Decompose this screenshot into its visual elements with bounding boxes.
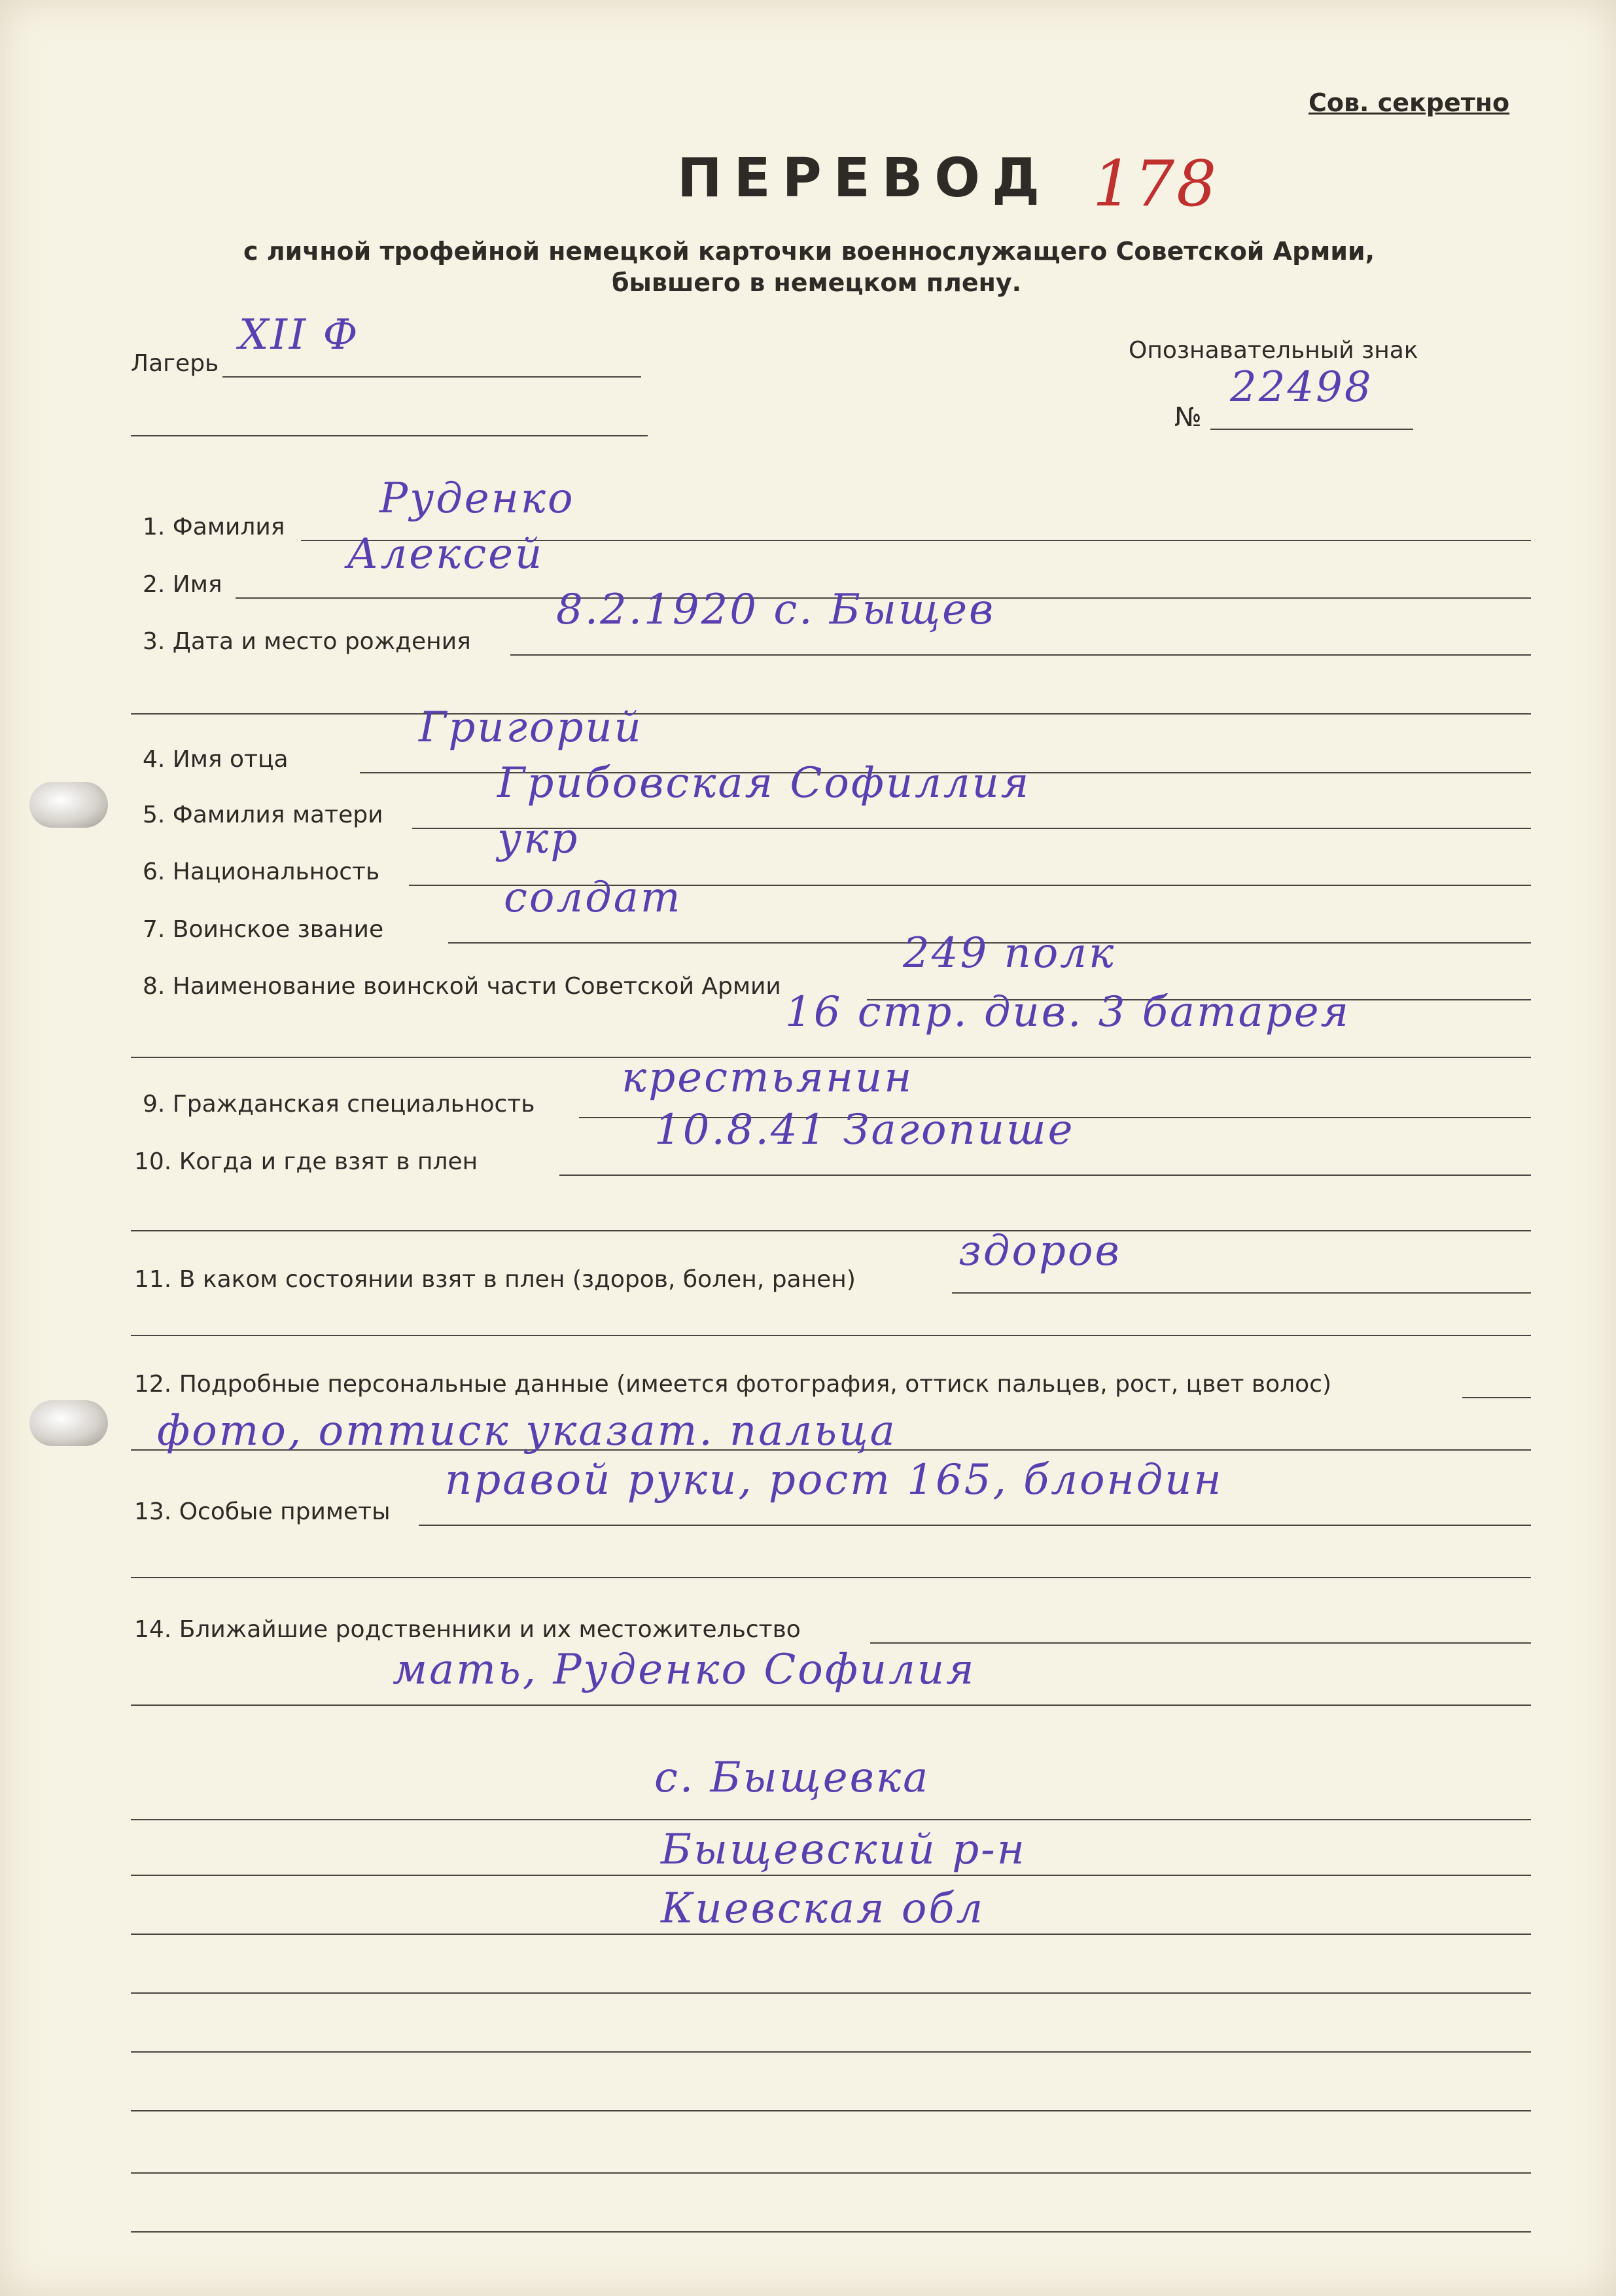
- relatives-line-10: [131, 2231, 1531, 2233]
- field-father-name-value: Григорий: [419, 703, 643, 752]
- field-special-marks-line: [419, 1525, 1531, 1526]
- field-special-marks-label: 13. Особые приметы: [134, 1498, 391, 1525]
- document-title: ПЕРЕВОД: [677, 147, 1051, 209]
- field-unit-value: 249 полк: [903, 929, 1116, 978]
- camp-line-2: [131, 435, 648, 436]
- id-tag-label: Опознавательный знак: [1129, 337, 1418, 364]
- field-condition-value: здоров: [958, 1227, 1121, 1275]
- field-mother-surname-value: Грибовская Софиллия: [497, 759, 1031, 807]
- field-mother-surname-label: 5. Фамилия матери: [143, 802, 383, 828]
- field-condition-label: 11. В каком состоянии взят в плен (здоров, болен, ранен): [134, 1266, 856, 1293]
- field-capture-line-2: [131, 1230, 1531, 1231]
- field-birth-line-2: [131, 713, 1531, 715]
- relatives-line-2: [131, 1704, 1531, 1706]
- camp-line: [222, 376, 641, 378]
- field-birth-line: [510, 654, 1531, 656]
- relatives-line-3: [131, 1819, 1531, 1820]
- field-civil-profession-label: 9. Гражданская специальность: [143, 1091, 535, 1118]
- field-personal-data-label: 12. Подробные персональные данные (имеется фотография, оттиск пальцев, рост, цвет волос): [134, 1371, 1332, 1398]
- id-tag-prefix: №: [1174, 402, 1202, 433]
- field-surname-label: 1. Фамилия: [143, 514, 285, 540]
- field-relatives-line: [870, 1642, 1531, 1644]
- punch-hole-bottom: [29, 1400, 108, 1446]
- reference-number: 178: [1093, 147, 1219, 221]
- relatives-line-6: [131, 1992, 1531, 1994]
- punch-hole-top: [29, 782, 108, 828]
- relatives-line-9: [131, 2172, 1531, 2174]
- field-capture-value: 10.8.41 Загопише: [654, 1106, 1075, 1154]
- id-tag-line: [1210, 429, 1413, 430]
- document-subtitle-line2: бывшего в немецком плену.: [612, 268, 1022, 297]
- field-personal-data-line: [1462, 1397, 1531, 1398]
- field-relatives-label: 14. Ближайшие родственники и их местожительство: [134, 1616, 801, 1643]
- field-personal-data-value: фото, оттиск указат. пальца: [157, 1407, 897, 1455]
- field-relatives-value-3: Быщевский р-н: [661, 1826, 1027, 1874]
- field-condition-line-2: [131, 1335, 1531, 1336]
- field-capture-label: 10. Когда и где взят в плен: [134, 1148, 478, 1175]
- field-rank-value: солдат: [504, 874, 682, 922]
- field-birth-value: 8.2.1920 с. Быщев: [556, 586, 996, 634]
- relatives-line-8: [131, 2110, 1531, 2111]
- relatives-line-7: [131, 2051, 1531, 2053]
- camp-label: Лагерь: [131, 350, 219, 377]
- field-relatives-value: мать, Руденко Софилия: [393, 1646, 976, 1694]
- relatives-line-4: [131, 1875, 1531, 1876]
- field-condition-line: [952, 1292, 1531, 1294]
- field-unit-value-2: 16 стр. див. 3 батарея: [785, 988, 1351, 1036]
- field-unit-label: 8. Наименование воинской части Советской Армии: [143, 973, 781, 1000]
- field-mother-surname-line: [412, 828, 1531, 829]
- field-nationality-label: 6. Национальность: [143, 858, 380, 885]
- field-relatives-value-2: с. Быщевка: [654, 1754, 930, 1802]
- field-capture-line: [559, 1174, 1531, 1176]
- field-nationality-value: укр: [497, 815, 580, 863]
- field-special-marks-value: правой руки, рост 165, блондин: [445, 1456, 1223, 1504]
- field-birth-label: 3. Дата и место рождения: [143, 628, 471, 655]
- field-civil-profession-value: крестьянин: [622, 1053, 914, 1102]
- field-rank-label: 7. Воинское звание: [143, 916, 384, 943]
- id-tag-value: 22498: [1230, 363, 1373, 412]
- field-first-name-label: 2. Имя: [143, 571, 222, 598]
- field-relatives-value-4: Киевская обл: [661, 1884, 985, 1933]
- camp-value: XII Ф: [239, 311, 360, 359]
- field-first-name-value: Алексей: [347, 530, 544, 578]
- relatives-line-5: [131, 1934, 1531, 1935]
- field-father-name-label: 4. Имя отца: [143, 746, 289, 773]
- field-surname-value: Руденко: [379, 474, 575, 523]
- document-subtitle-line1: с личной трофейной немецкой карточки военнослужащего Советской Армии,: [243, 237, 1375, 266]
- classification-stamp: Сов. секретно: [1309, 88, 1510, 117]
- field-special-marks-line-2: [131, 1577, 1531, 1578]
